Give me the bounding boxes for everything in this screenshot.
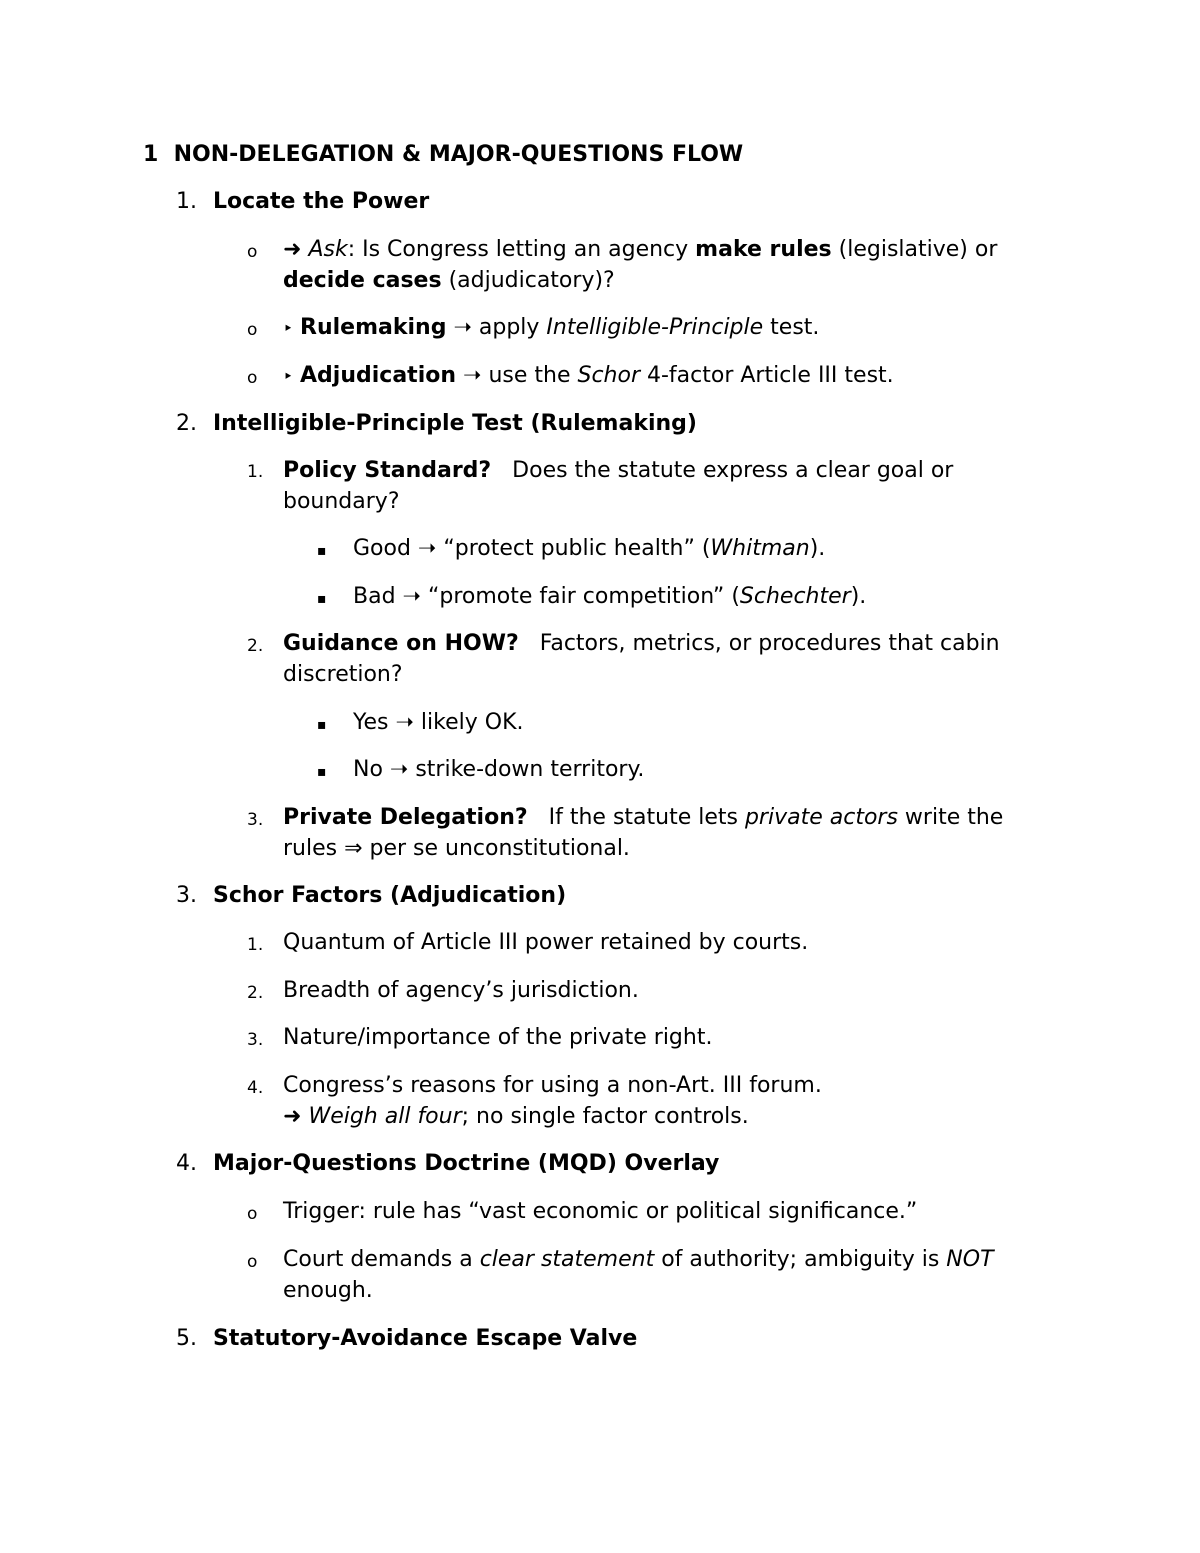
bullet-marker: o — [247, 242, 258, 262]
triangle-bullet-icon: ‣ — [283, 367, 294, 387]
square-bullet-icon: ▪ — [317, 591, 327, 607]
section-2-title: Intelligible-Principle Test (Rulemaking) — [213, 411, 697, 436]
section-2-number: 2. — [176, 411, 197, 436]
text: Does the statute express a clear goal or — [491, 458, 954, 483]
bullet-marker: o — [247, 368, 258, 388]
case-name: Whitman — [710, 536, 810, 561]
bullet-marker: o — [247, 320, 258, 340]
text: of authority; ambiguity is — [654, 1247, 947, 1272]
ask-text: Ask — [308, 237, 348, 262]
s2-item-1-line-2: boundary? — [283, 489, 400, 514]
text: 4-factor Article III test. — [640, 363, 894, 388]
list-number: 3. — [247, 1030, 264, 1050]
s2-item-2-sub-2: No ➝ strike-down territory. — [353, 757, 645, 782]
schor-text: Schor — [577, 363, 640, 388]
schor-factor-1: Quantum of Article III power retained by courts. — [283, 930, 809, 955]
s4-bullet-2-line-1 — [283, 1245, 994, 1275]
s1-bullet-3 — [283, 361, 894, 392]
s1-bullet-1-line-2 — [283, 266, 615, 296]
not-text: NOT — [946, 1247, 994, 1272]
weigh-all-four-text: Weigh all four — [308, 1104, 462, 1129]
s2-item-1-line-1 — [283, 456, 953, 486]
text: ➝ use the — [456, 363, 578, 388]
case-name: Schechter — [739, 584, 851, 609]
text: ). — [850, 584, 867, 609]
schor-factor-4: Congress’s reasons for using a non-Art. III forum. — [283, 1073, 822, 1098]
s2-item-2-line-1 — [283, 629, 1000, 659]
section-1-number: 1. — [176, 189, 197, 214]
section-3-title: Schor Factors (Adjudication) — [213, 883, 567, 908]
section-4-title: Major-Questions Doctrine (MQD) Overlay — [213, 1151, 720, 1176]
text: write the — [897, 805, 1004, 830]
intelligible-principle-text: Intelligible-Principle — [546, 315, 764, 340]
text: Good ➝ “protect public health” ( — [353, 536, 711, 561]
s2-item-3-line-2: rules ⇒ per se unconstitutional. — [283, 836, 630, 861]
triangle-bullet-icon: ‣ — [283, 319, 294, 339]
decide-cases-text: decide cases — [283, 268, 442, 293]
list-number: 2. — [247, 983, 264, 1003]
list-number: 1. — [247, 935, 264, 955]
schor-factor-4-line-2 — [283, 1102, 749, 1132]
square-bullet-icon: ▪ — [317, 717, 327, 733]
heading — [143, 140, 743, 170]
arrow-icon: ➜ — [283, 237, 302, 262]
guidance-label: Guidance on HOW? — [283, 631, 519, 656]
s1-bullet-1-line-1 — [283, 235, 997, 265]
private-delegation-label: Private Delegation? — [283, 805, 528, 830]
text: Factors, metrics, or procedures that cabin — [518, 631, 1000, 656]
square-bullet-icon: ▪ — [317, 764, 327, 780]
list-number: 4. — [247, 1078, 264, 1098]
heading-number: 1 — [143, 142, 159, 167]
private-actors-text: private actors — [744, 805, 898, 830]
rulemaking-text: Rulemaking — [300, 315, 447, 340]
section-3-number: 3. — [176, 883, 197, 908]
text: test. — [763, 315, 820, 340]
bullet-marker: o — [247, 1204, 258, 1224]
s2-item-3-line-1 — [283, 803, 1003, 833]
s2-item-2-sub-1: Yes ➝ likely OK. — [353, 710, 524, 735]
text: : Is Congress letting an agency — [347, 237, 696, 262]
s2-item-1-sub-2 — [353, 582, 866, 612]
heading-text: NON-DELEGATION & MAJOR-QUESTIONS FLOW — [173, 142, 744, 167]
s2-item-1-sub-1 — [353, 534, 825, 564]
text: ➝ apply — [446, 315, 547, 340]
square-bullet-icon: ▪ — [317, 543, 327, 559]
text: Bad ➝ “promote fair competition” ( — [353, 584, 740, 609]
text: If the statute lets — [527, 805, 745, 830]
section-4-number: 4. — [176, 1151, 197, 1176]
text: ; no single factor controls. — [461, 1104, 749, 1129]
clear-statement-text: clear statement — [479, 1247, 655, 1272]
section-1-title: Locate the Power — [213, 189, 430, 214]
s1-bullet-2 — [283, 313, 819, 344]
section-5-number: 5. — [176, 1326, 197, 1351]
list-number: 1. — [247, 462, 264, 482]
list-number: 2. — [247, 636, 264, 656]
make-rules-text: make rules — [695, 237, 832, 262]
bullet-marker: o — [247, 1252, 258, 1272]
text: ). — [809, 536, 826, 561]
list-number: 3. — [247, 810, 264, 830]
text: Court demands a — [283, 1247, 480, 1272]
adjudication-text: Adjudication — [300, 363, 457, 388]
s2-item-2-line-2: discretion? — [283, 662, 403, 687]
arrow-icon: ➜ — [283, 1104, 309, 1129]
text: (adjudicatory)? — [441, 268, 615, 293]
s4-bullet-2-line-2: enough. — [283, 1278, 373, 1303]
policy-standard-label: Policy Standard? — [283, 458, 492, 483]
section-5-title: Statutory-Avoidance Escape Valve — [213, 1326, 638, 1351]
text: (legislative) or — [831, 237, 998, 262]
s4-bullet-1: Trigger: rule has “vast economic or political significance.” — [283, 1199, 918, 1224]
schor-factor-3: Nature/importance of the private right. — [283, 1025, 713, 1050]
schor-factor-2: Breadth of agency’s jurisdiction. — [283, 978, 639, 1003]
